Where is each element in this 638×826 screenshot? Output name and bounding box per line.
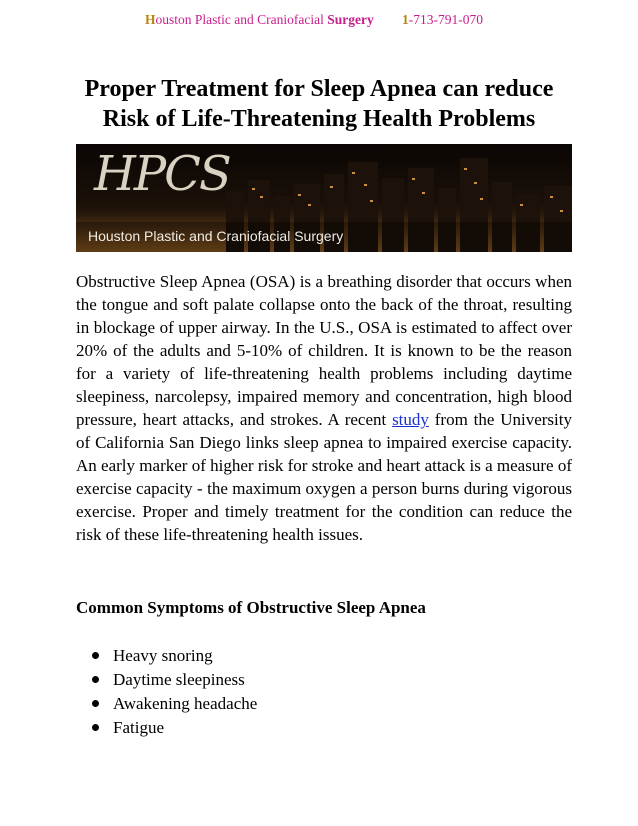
symptom-label: Heavy snoring bbox=[113, 646, 213, 665]
banner-caption: Houston Plastic and Craniofacial Surgery bbox=[88, 228, 344, 244]
symptoms-list bbox=[76, 644, 572, 740]
hpcs-logo: HPCS bbox=[94, 146, 230, 202]
list-item bbox=[76, 644, 572, 668]
bullet-icon bbox=[92, 724, 99, 731]
header-phone bbox=[402, 12, 483, 28]
symptom-label: Daytime sleepiness bbox=[113, 670, 245, 689]
study-link[interactable]: study bbox=[392, 410, 429, 429]
header-phone-number: -713-791-070 bbox=[408, 12, 483, 27]
list-item bbox=[76, 692, 572, 716]
body-text-before-link: Obstructive Sleep Apnea (OSA) is a breathing disorder that occurs when the tongue and soft palate collapse onto the back of the throat, resulting in blockage of upper airway. In the U.S., OSA is estimated to affect over 20% of the adults and 5-10% of children. It is known to be the reason for a variety of life-threatening health problems including daytime sleepiness, narcolepsy, impaired memory and concentration, high blood pressure, heart attacks, and strokes. A recent bbox=[76, 272, 572, 429]
body-paragraph bbox=[76, 270, 572, 546]
page-title: Proper Treatment for Sleep Apnea can reduce Risk of Life-Threatening Health Problems bbox=[84, 76, 554, 132]
header-org-name: ouston Plastic and Craniofacial bbox=[155, 12, 328, 27]
symptoms-heading: Common Symptoms of Obstructive Sleep Apnea bbox=[76, 598, 426, 617]
body-text-after-link: from the University of California San Diego links sleep apnea to impaired exercise capacity. An early marker of higher risk for stroke and heart attack is a measure of exercise capacity - the maximum oxygen a person burns during vigorous exercise. Proper and timely treatment for the condition can reduce the risk of these life-threatening health issues. bbox=[76, 410, 572, 544]
bullet-icon bbox=[92, 652, 99, 659]
symptom-label: Awakening headache bbox=[113, 694, 258, 713]
bullet-icon bbox=[92, 676, 99, 683]
list-item bbox=[76, 716, 572, 740]
header-org-bold: Surgery bbox=[327, 12, 374, 27]
header-org-initial: H bbox=[145, 12, 156, 27]
banner-image bbox=[76, 144, 572, 252]
header-organization bbox=[145, 12, 374, 28]
list-item bbox=[76, 668, 572, 692]
bullet-icon bbox=[92, 700, 99, 707]
symptom-label: Fatigue bbox=[113, 718, 164, 737]
header-phone-first: 1 bbox=[402, 12, 409, 27]
